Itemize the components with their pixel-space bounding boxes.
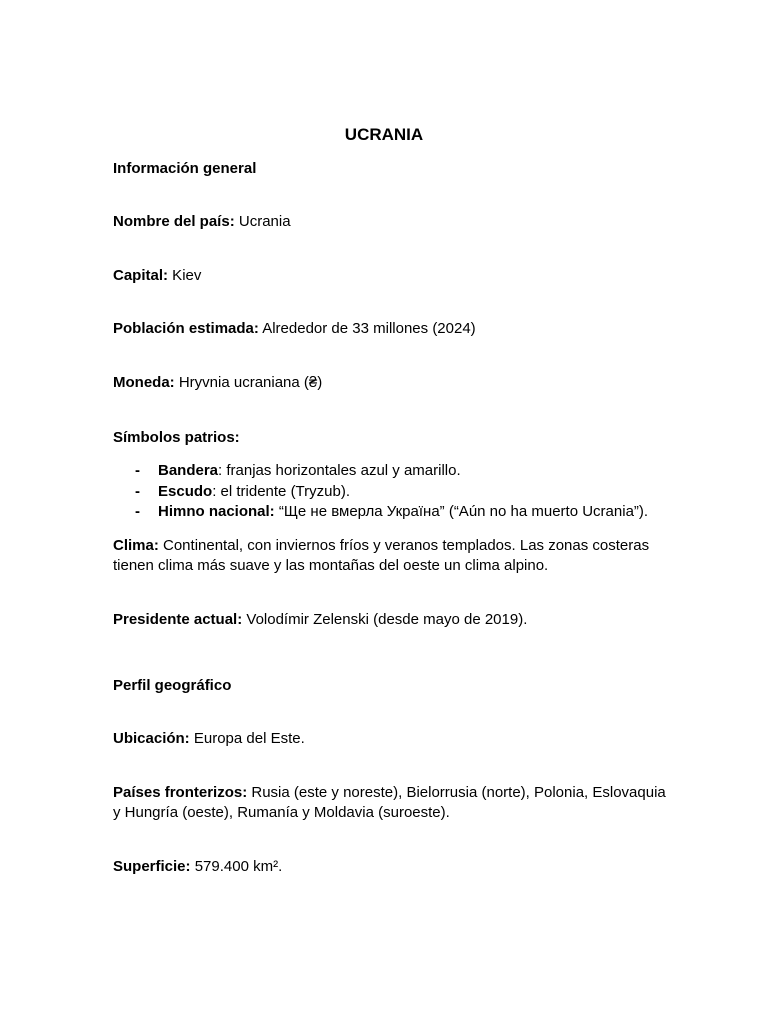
location-value: Europa del Este. (189, 730, 305, 747)
capital-label: Capital: (113, 267, 169, 284)
location-line (113, 729, 673, 749)
currency-label: Moneda: (113, 374, 175, 391)
climate-label: Clima: (113, 537, 159, 554)
symbol-value: : franjas horizontales azul y amarillo. (218, 462, 461, 479)
symbols-heading: Símbolos patrios: (113, 429, 240, 446)
climate-value: Continental, con inviernos fríos y veranos templados. Las zonas costeras tienen clima más suave y las montañas del oeste un clima alpino. (113, 537, 650, 574)
president-label: Presidente actual: (113, 611, 243, 628)
currency-value: Hryvnia ucraniana (₴) (174, 374, 323, 391)
area-value: 579.400 km². (190, 858, 283, 875)
population-label: Población estimada: (113, 320, 259, 337)
country-name-value: Ucrania (234, 213, 291, 230)
borders-value: Rusia (este y noreste), Bielorrusia (norte), Polonia, Eslovaquia y Hungría (oeste), Rumanía y Moldavia (suroeste). (113, 784, 666, 821)
climate-paragraph (113, 536, 673, 576)
president-value: Volodímir Zelenski (desde mayo de 2019). (242, 611, 528, 628)
capital-value: Kiev (168, 267, 202, 284)
list-item (113, 482, 673, 503)
symbol-label: Himno nacional: (158, 503, 275, 520)
symbol-label: Escudo (158, 482, 213, 500)
symbol-value: : el tridente (Tryzub). (212, 482, 351, 500)
bullet-dash: - (135, 462, 140, 479)
population-value: Alrededor de 33 millones (2024) (258, 320, 476, 337)
symbol-label: Bandera (158, 462, 219, 479)
president-line (113, 610, 673, 630)
symbol-value: “Ще не вмерла Україна” (“Aún no ha muerto Ucrania”). (274, 503, 649, 520)
symbols-list (113, 461, 673, 523)
country-name-line (113, 212, 673, 232)
area-label: Superficie: (113, 858, 191, 875)
list-item (113, 461, 673, 482)
geo-profile-heading: Perfil geográfico (113, 677, 232, 694)
capital-line (113, 266, 673, 286)
population-line (113, 319, 673, 339)
location-label: Ubicación: (113, 730, 190, 747)
list-item (113, 502, 673, 523)
bullet-dash: - (135, 503, 140, 520)
country-name-label: Nombre del país: (113, 213, 235, 230)
area-line (113, 857, 673, 877)
bullet-dash: - (135, 482, 140, 500)
document-title: UCRANIA (344, 125, 424, 144)
general-info-heading: Información general (113, 160, 257, 177)
borders-label: Países fronterizos: (113, 784, 248, 801)
currency-line (113, 373, 673, 393)
borders-paragraph (113, 783, 673, 823)
